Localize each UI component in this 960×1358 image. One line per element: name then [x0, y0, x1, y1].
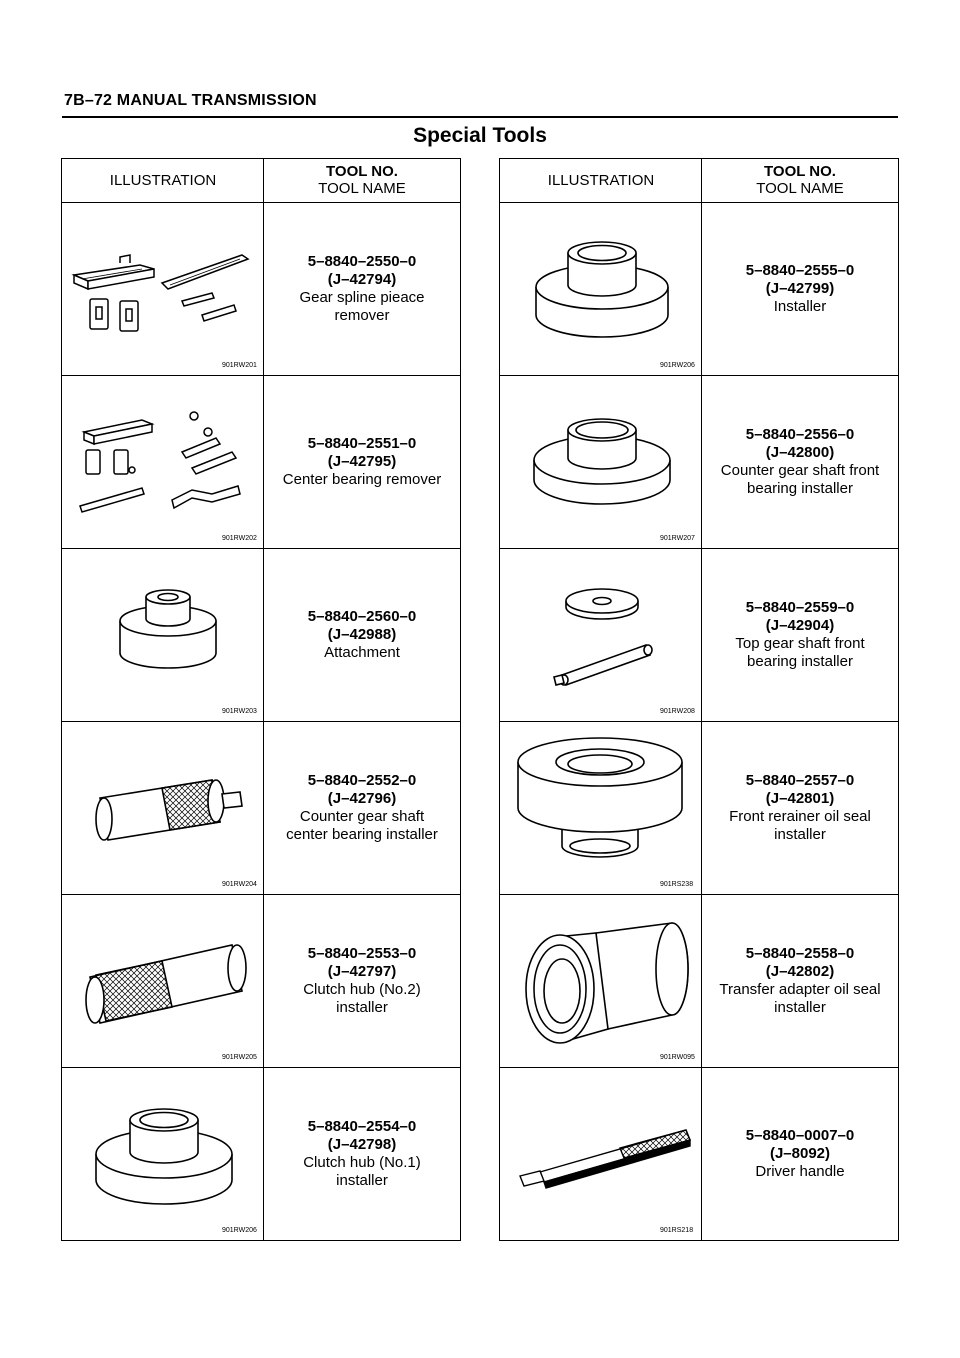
tools-table-left [61, 158, 461, 1241]
table-row [500, 1068, 898, 1241]
table-row [62, 549, 460, 722]
figure-code: 901RW204 [222, 881, 257, 888]
tool-name-line: installer [774, 999, 826, 1016]
tool-number: 5–8840–0007–0 [745, 1127, 855, 1144]
figure-code: 901RW206 [660, 362, 695, 369]
tools-table-right [499, 158, 899, 1241]
tool-name-line: Gear spline pieace [299, 289, 425, 306]
tool-info [702, 895, 898, 1067]
tool-name-line: Clutch hub (No.2) [303, 981, 421, 998]
tool-number: 5–8840–2555–0 [745, 262, 855, 279]
oil-seal-installer-illustration [500, 722, 701, 894]
installer-illustration [500, 203, 701, 375]
j-number: (J–42802) [765, 963, 835, 980]
tool-name-line: Front rerainer oil seal [729, 808, 871, 825]
tool-name-line: Top gear shaft front [735, 635, 865, 652]
tool-info [264, 1068, 460, 1240]
tool-number: 5–8840–2559–0 [745, 599, 855, 616]
tool-name-header: TOOL NAME [318, 180, 406, 197]
tool-name-line: installer [336, 999, 388, 1016]
j-number: (J–42801) [765, 790, 835, 807]
j-number: (J–42795) [327, 453, 397, 470]
tool-number: 5–8840–2558–0 [745, 945, 855, 962]
tool-name-line: bearing installer [747, 653, 853, 670]
tool-name-line: Center bearing remover [282, 471, 442, 488]
figure-code: 901RW206 [222, 1227, 257, 1234]
tool-name-line: Driver handle [755, 1163, 845, 1180]
tool-name-line: bearing installer [747, 480, 853, 497]
table-row [62, 203, 460, 376]
tool-name-line: Installer [773, 298, 827, 315]
transfer-adapter-installer-illustration [500, 895, 701, 1067]
tool-number: 5–8840–2551–0 [307, 435, 417, 452]
figure-code: 901RW203 [222, 708, 257, 715]
tool-number: 5–8840–2550–0 [307, 253, 417, 270]
tool-name-line: center bearing installer [286, 826, 438, 843]
header-rule [62, 116, 898, 118]
figure-code: 901RW207 [660, 535, 695, 542]
tool-name-line: Counter gear shaft front [720, 462, 880, 479]
tool-name-line: Clutch hub (No.1) [303, 1154, 421, 1171]
tool-info [702, 203, 898, 375]
table-row [62, 1068, 460, 1241]
tool-number: 5–8840–2557–0 [745, 772, 855, 789]
figure-code: 901RW095 [660, 1054, 695, 1061]
table-row [500, 203, 898, 376]
page-title: Special Tools [413, 124, 547, 147]
tool-name-line: Counter gear shaft [299, 808, 425, 825]
attachment-illustration [62, 549, 263, 721]
table-row [500, 549, 898, 722]
tool-info [702, 549, 898, 721]
j-number: (J–42988) [327, 626, 397, 643]
figure-code: 901RS218 [660, 1227, 694, 1234]
tool-number: 5–8840–2560–0 [307, 608, 417, 625]
section-header: 7B–72 MANUAL TRANSMISSION [64, 92, 317, 109]
tool-number: 5–8840–2553–0 [307, 945, 417, 962]
front-bearing-installer-illustration [500, 376, 701, 548]
table-row [62, 722, 460, 895]
figure-code: 901RW208 [660, 708, 695, 715]
tool-name-line: Attachment [324, 644, 400, 661]
illustration-header: ILLUSTRATION [547, 172, 655, 189]
table-header [500, 159, 898, 203]
tool-no-header: TOOL NO. [326, 163, 398, 180]
tool-header [264, 163, 460, 197]
j-number: (J–42798) [327, 1136, 397, 1153]
j-number: (J–42796) [327, 790, 397, 807]
driver-handle-illustration [500, 1068, 701, 1240]
center-bearing-remover-illustration [62, 376, 263, 548]
figure-code: 901RW201 [222, 362, 257, 369]
tool-number: 5–8840–2552–0 [307, 772, 417, 789]
j-number: (J–42904) [765, 617, 835, 634]
tool-no-header: TOOL NO. [764, 163, 836, 180]
tool-header [702, 163, 898, 197]
tool-info [264, 895, 460, 1067]
j-number: (J–42799) [765, 280, 835, 297]
tool-info [264, 376, 460, 548]
clutch-hub-no2-installer-illustration [62, 895, 263, 1067]
table-row [62, 376, 460, 549]
j-number: (J–42794) [327, 271, 397, 288]
tool-name-line: Transfer adapter oil seal [719, 981, 881, 998]
gear-spline-remover-illustration [62, 203, 263, 375]
tool-name-header: TOOL NAME [756, 180, 844, 197]
table-row [500, 722, 898, 895]
j-number: (J–42797) [327, 963, 397, 980]
table-row [62, 895, 460, 1068]
clutch-hub-no1-installer-illustration [62, 1068, 263, 1240]
top-gear-installer-illustration [500, 549, 701, 721]
table-row [500, 376, 898, 549]
tool-name-line: installer [336, 1172, 388, 1189]
tool-info [702, 1068, 898, 1240]
tool-info [264, 203, 460, 375]
figure-code: 901RS238 [660, 881, 694, 888]
tool-name-line: installer [774, 826, 826, 843]
counter-gear-installer-illustration [62, 722, 263, 894]
tool-name-line: remover [334, 307, 390, 324]
tool-info [702, 376, 898, 548]
figure-code: 901RW202 [222, 535, 257, 542]
table-header [62, 159, 460, 203]
figure-code: 901RW205 [222, 1054, 257, 1061]
table-row [500, 895, 898, 1068]
tool-info [702, 722, 898, 894]
tool-number: 5–8840–2554–0 [307, 1118, 417, 1135]
illustration-header: ILLUSTRATION [109, 172, 217, 189]
j-number: (J–8092) [769, 1145, 831, 1162]
tool-info [264, 549, 460, 721]
tool-info [264, 722, 460, 894]
tool-number: 5–8840–2556–0 [745, 426, 855, 443]
j-number: (J–42800) [765, 444, 835, 461]
